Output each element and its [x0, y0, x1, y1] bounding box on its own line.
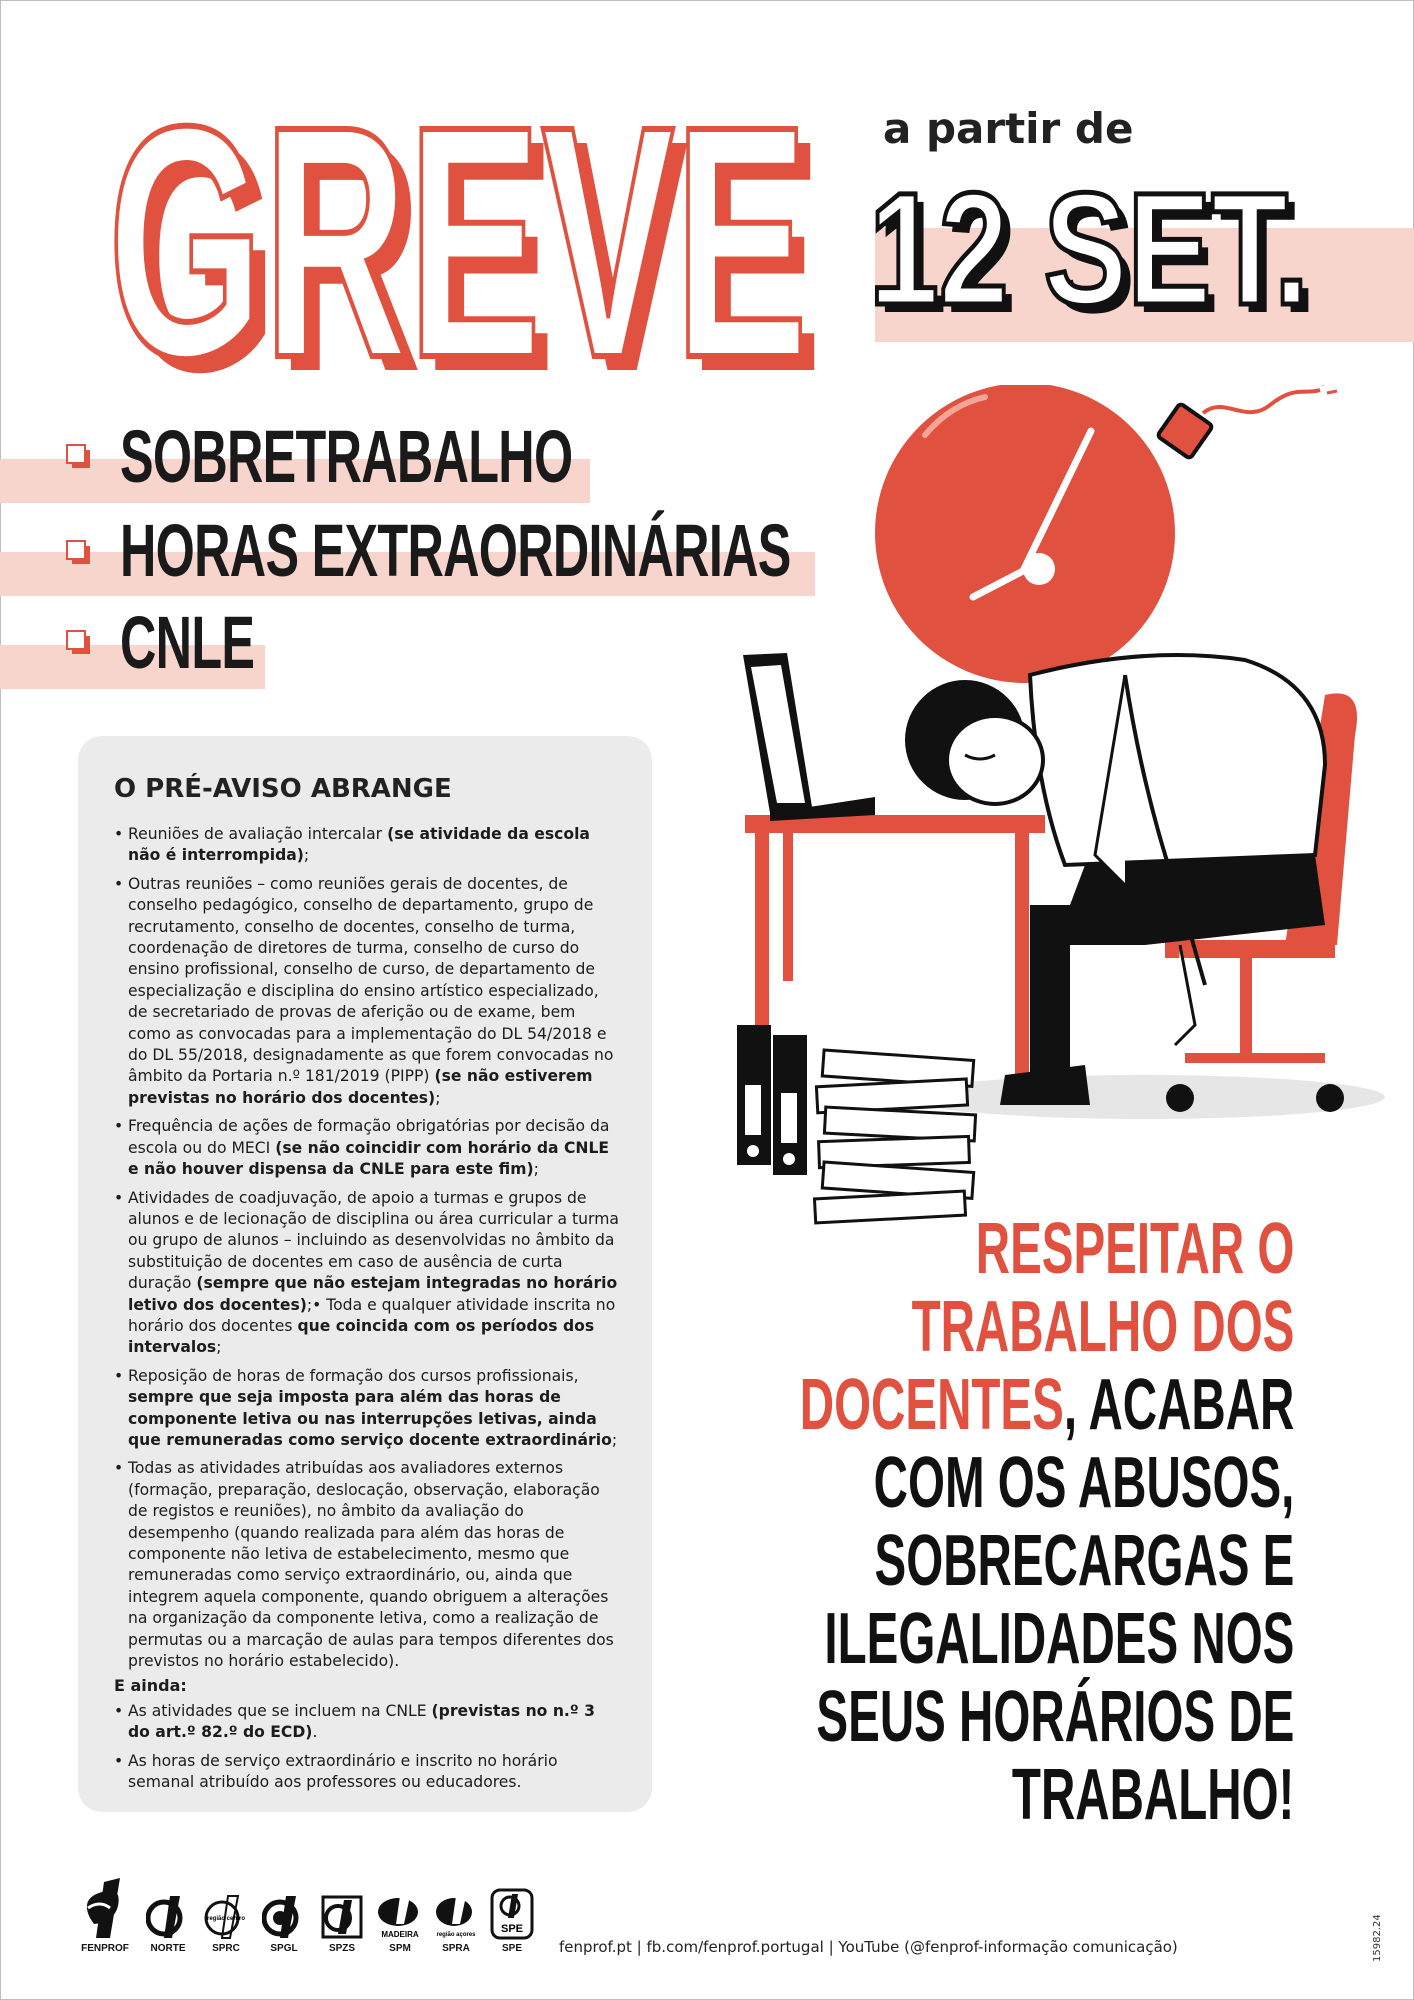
spgl-logo-icon [262, 1894, 306, 1940]
spn-logo-icon [146, 1894, 190, 1940]
topic-overtime: HORAS EXTRAORDINÁRIAS [120, 509, 791, 592]
logo-sprc: região centro SPRC [204, 1894, 248, 1954]
list-item: • Reuniões de avaliação intercalar (se atividade da escola não é interrompida); [112, 824, 622, 867]
logo-spzs: SPZS [320, 1894, 364, 1954]
slogan-line-5: SOBRECARGAS E [874, 1521, 1294, 1601]
slogan-line-2: TRABALHO DOS [911, 1287, 1294, 1367]
svg-text:região centro: região centro [206, 1916, 246, 1922]
checkbox-bullet-icon [66, 540, 92, 566]
logo-spm: MADEIRA SPM [376, 1894, 424, 1954]
logo-spgl: SPGL [262, 1894, 306, 1954]
slogan-line-7: SEUS HORÁRIOS DE [816, 1677, 1294, 1757]
footer-links: fenprof.pt | fb.com/fenprof.portugal | YouTube (@fenprof-informação comunicação) [559, 1938, 1178, 1956]
laptop-icon [743, 653, 875, 821]
slogan-line-6: ILEGALIDADES NOS [824, 1599, 1294, 1679]
logo-fenprof: FENPROF [80, 1878, 130, 1954]
exhausted-teacher-illustration [725, 385, 1395, 1235]
sleeping-teacher-icon [905, 655, 1325, 1105]
strike-date [865, 150, 1325, 330]
slogan-line-8: TRABALHO! [1011, 1755, 1294, 1835]
checkbox-bullet-icon [66, 444, 92, 470]
list-item: • As atividades que se incluem na CNLE (previstas no n.º 3 do art.º 82.º do ECD). [112, 1701, 622, 1744]
list-item: • Todas as atividades atribuídas aos avaliadores externos (formação, preparação, deslocação, observação, elaboração de registos e reuniões), no âmbito da avaliação do desempenho (quando realizada para além das horas de componente não letiva de estabelecimento, mesmo que remuneradas como serviço extraordinário, ou, ainda que integrem aquela componente, quando obriguem a alterações na organização da componente letiva, como a realização de permutas ou a marcação de aulas para tempos diferentes dos previstos no horário estabelecido). [112, 1458, 622, 1672]
start-label: a partir de [883, 104, 1134, 153]
binders-icon [737, 1025, 807, 1175]
slogan-line-1: RESPEITAR O [975, 1209, 1294, 1289]
fenprof-logo-icon [80, 1878, 130, 1940]
extra-heading: E ainda: [114, 1676, 187, 1695]
greve-text: GREVE [108, 57, 808, 392]
logo-spe: SPE SPE [490, 1888, 534, 1954]
logo-spra: região açores SPRA [434, 1894, 478, 1954]
spm-logo-icon [376, 1894, 424, 1940]
clock-bomb-icon [875, 385, 1337, 683]
spra-logo-icon [434, 1894, 478, 1940]
list-item: • Reposição de horas de formação dos cursos profissionais, sempre que seja imposta para além das horas de componente letiva ou nas interrupções letivas, ainda que remuneradas como serviço docente extraordinário; [112, 1366, 622, 1452]
slogan [545, 1210, 1294, 1834]
list-item: • Atividades de coadjuvação, de apoio a turmas e grupos de alunos e de lecionação de disciplina ou área curricular a turma ou grupo de alunos – incluindo as desenvolvidas no âmbito da substituição de docentes em caso de ausência de curta duração (sempre que não estejam integradas no horário letivo dos docentes);• Toda e qualquer atividade inscrita no horário dos docentes que coincida com os períodos dos intervalos; [112, 1188, 622, 1359]
greve-title [108, 52, 838, 392]
spzs-logo-icon [320, 1894, 364, 1940]
list-item: • Outras reuniões – como reuniões gerais de docentes, de conselho pedagógico, conselho de departamento, grupo de recrutamento, conselho de docentes, conselho de turma, coordenação de diretores de turma, conselho de curso do ensino profissional, conselho de curso, de departamento de especialização e disciplina do ensino artístico especializado, de secretariado de provas de aferição ou de exame, bem como as convocadas para a implementação do DL 54/2018 e do DL 55/2018, designadamente as que forem convocadas no âmbito da Portaria n.º 181/2019 (PIPP) (se não estiverem previstas no horário dos docentes); [112, 874, 622, 1109]
svg-text:SPE: SPE [500, 1923, 524, 1935]
logo-norte: NORTE [146, 1894, 190, 1954]
sprc-logo-icon [204, 1894, 248, 1940]
list-item: • Frequência de ações de formação obrigatórias por decisão da escola ou do MECI (se não coincidir com horário da CNLE e não houver dispensa da CNLE para este fim); [112, 1116, 622, 1180]
spe-logo-icon [490, 1888, 534, 1940]
checkbox-bullet-icon [66, 630, 92, 656]
date-text: 12 SET. [869, 159, 1309, 330]
notice-heading: O PRÉ-AVISO ABRANGE [114, 774, 452, 804]
union-logos [80, 1864, 540, 1954]
svg-text:região açores: região açores [436, 1932, 476, 1938]
topic-overwork: SOBRETRABALHO [120, 415, 573, 498]
svg-text:MADEIRA: MADEIRA [381, 1930, 419, 1939]
list-item: • As horas de serviço extraordinário e inscrito no horário semanal atribuído aos professores ou educadores. [112, 1751, 622, 1794]
paper-stack-icon [814, 1050, 975, 1223]
floor-shadow [905, 1075, 1385, 1119]
topic-cnle: CNLE [120, 601, 255, 684]
greve-shadow: GREVE [122, 71, 822, 392]
slogan-line-4: COM OS ABUSOS, [873, 1443, 1294, 1523]
slogan-line-3: DOCENTES, ACABAR [799, 1365, 1294, 1445]
date-shadow: 12 SET. [877, 167, 1317, 330]
print-code: 15982.24 [1372, 1914, 1383, 1962]
